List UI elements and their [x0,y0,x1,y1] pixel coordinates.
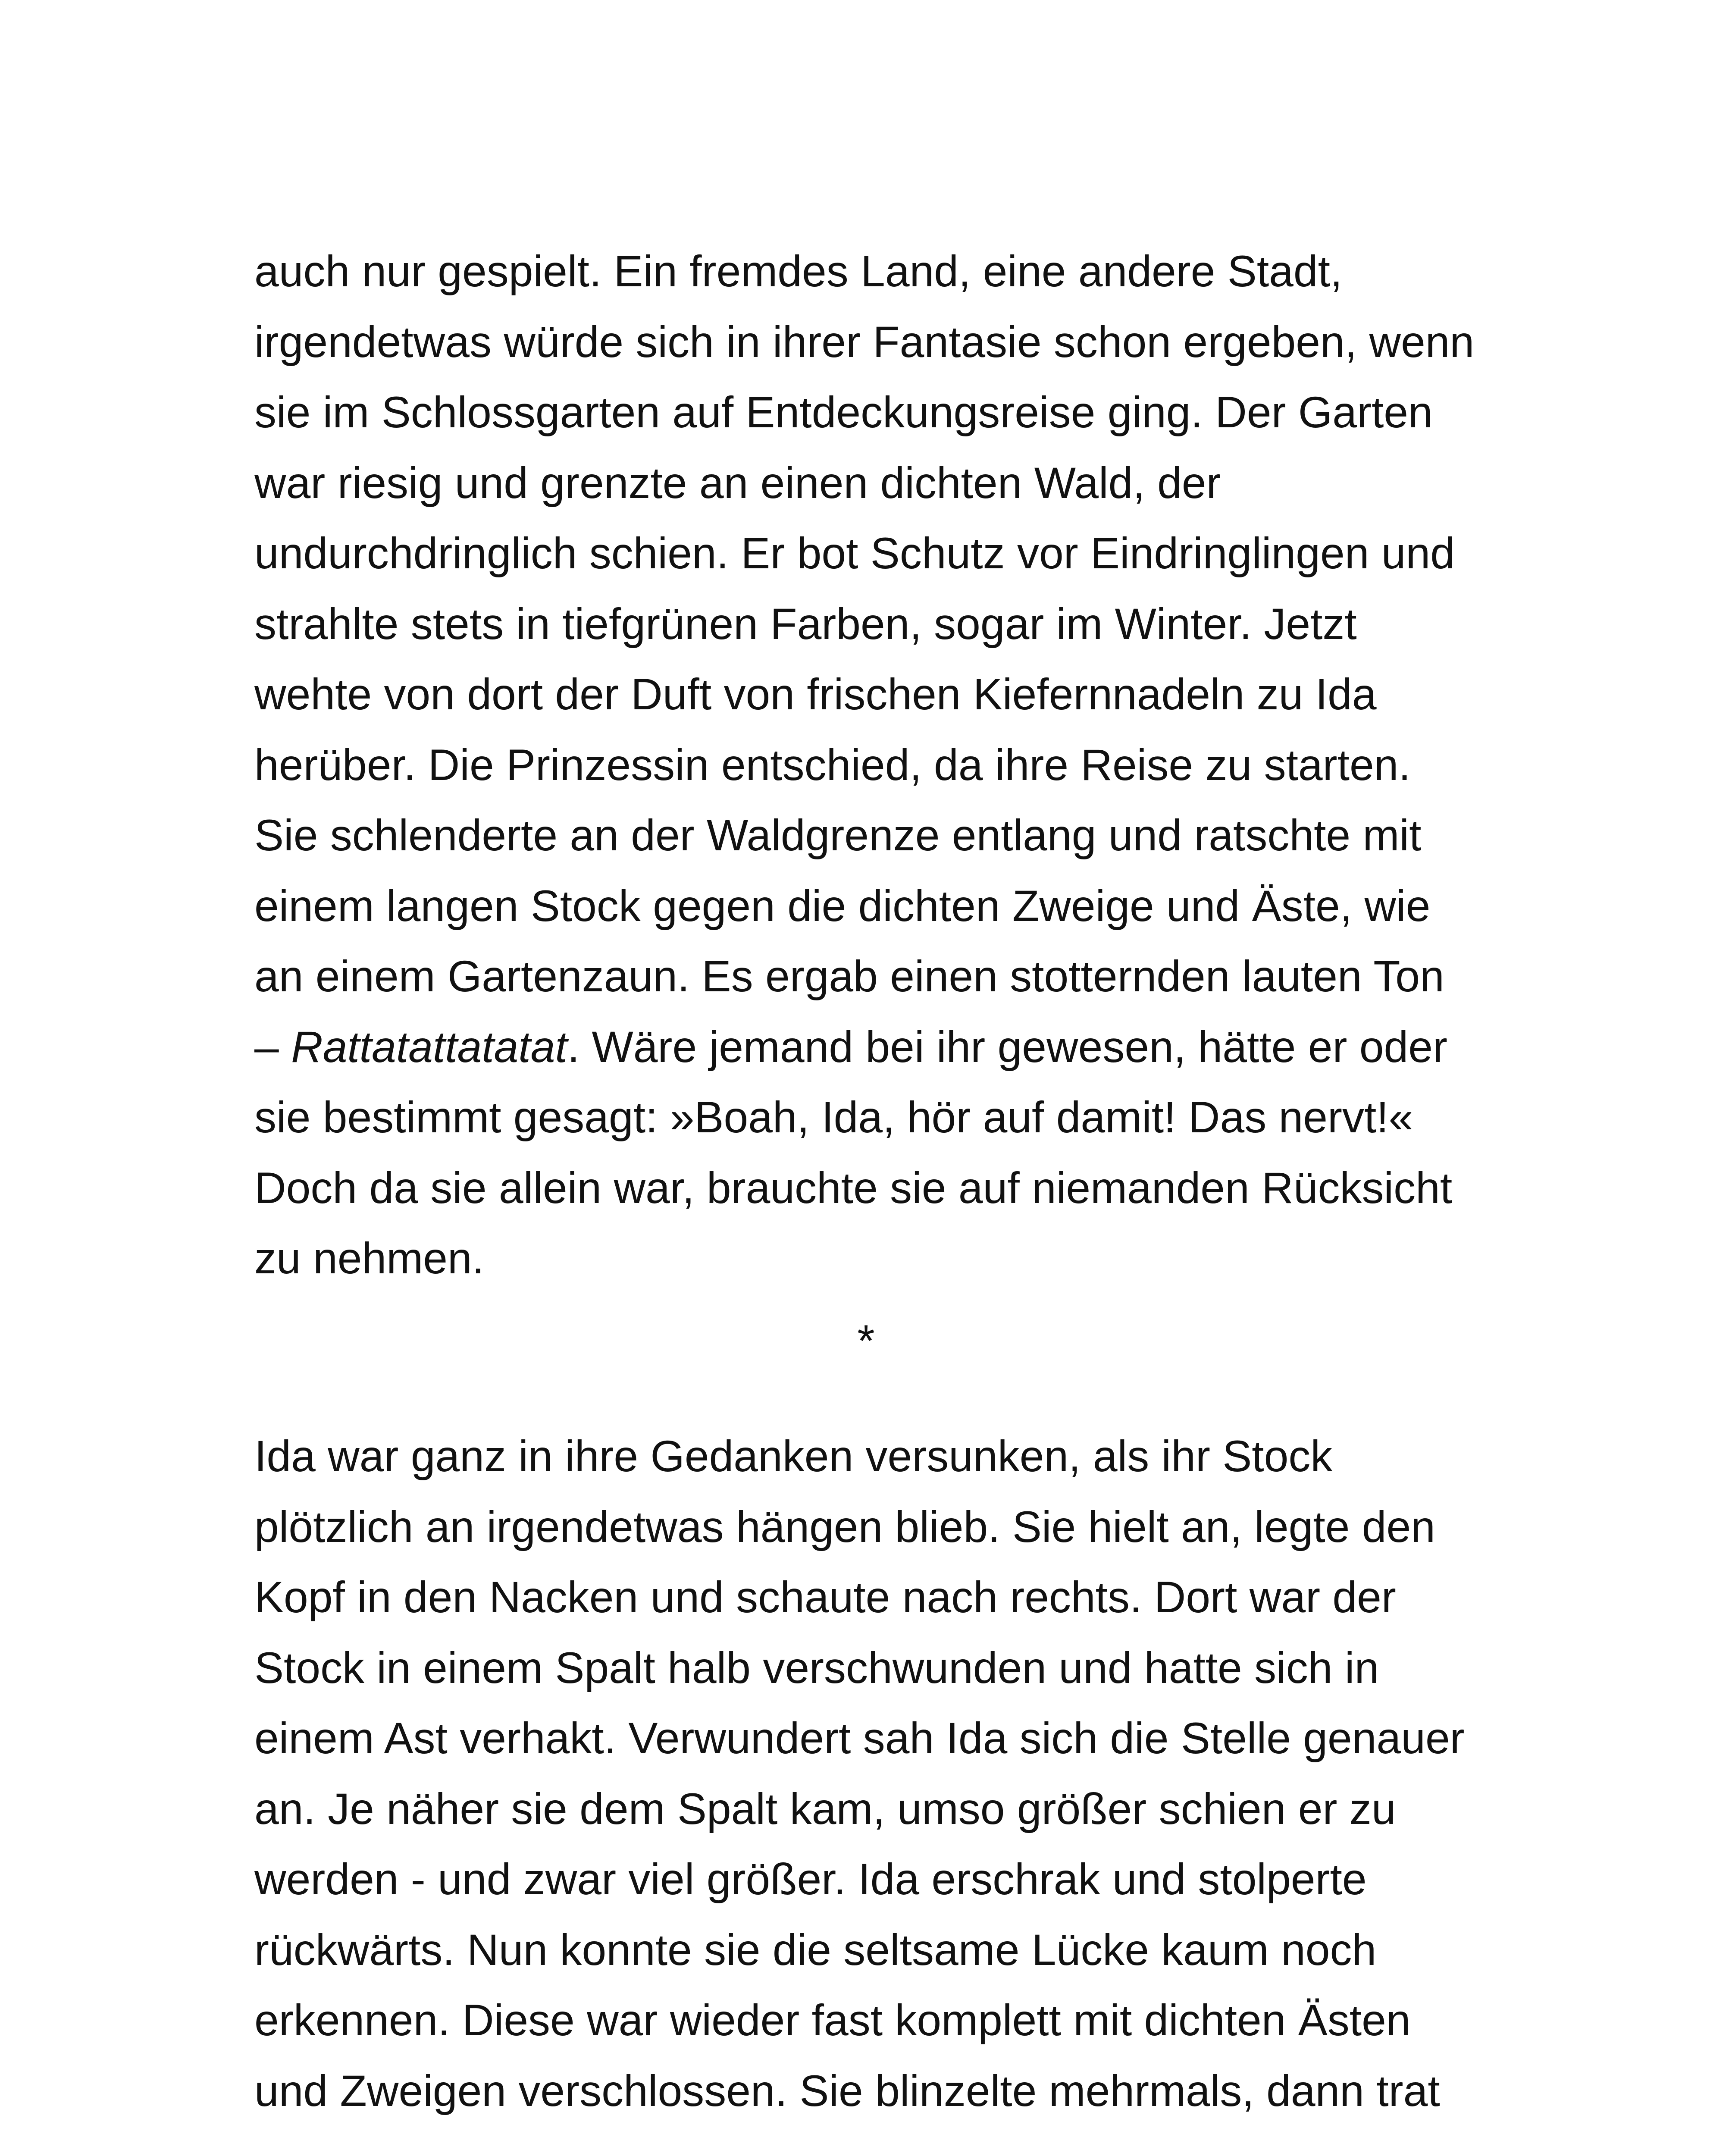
text-line: einem langen Stock gegen die dichten Zweige und Äste, wie [254,881,1431,931]
text-line: an. Je näher sie dem Spalt kam, umso größer schien er zu [254,1784,1396,1833]
text-line-prefix: – [254,1022,291,1072]
text-line: werden - und zwar viel größer. Ida erschrak und stolperte [254,1855,1367,1904]
text-line: Ida war ganz in ihre Gedanken versunken, als ihr Stock [254,1432,1333,1481]
text-line: undurchdringlich schien. Er bot Schutz vor Eindringlingen und [254,529,1455,578]
text-line: herüber. Die Prinzessin entschied, da ihre Reise zu starten. [254,740,1411,790]
text-line: sie bestimmt gesagt: »Boah, Ida, hör auf damit! Das nervt!« [254,1093,1413,1142]
text-line: irgendetwas würde sich in ihrer Fantasie schon ergeben, wenn [254,317,1475,367]
text-line: sie im Schlossgarten auf Entdeckungsreise ging. Der Garten [254,388,1433,437]
text-line: Doch da sie allein war, brauchte sie auf niemanden Rücksicht [254,1163,1453,1213]
paragraph-2 [254,1421,1574,2126]
text-line: Stock in einem Spalt halb verschwunden und hatte sich in [254,1643,1379,1692]
text-line: und Zweigen verschlossen. Sie blinzelte mehrmals, dann trat [254,2066,1440,2115]
text-line: auch nur gespielt. Ein fremdes Land, eine andere Stadt, [254,247,1343,296]
text-line: Kopf in den Nacken und schaute nach rechts. Dort war der [254,1573,1396,1622]
text-line: plötzlich an irgendetwas hängen blieb. Sie hielt an, legte den [254,1502,1435,1551]
text-line: rückwärts. Nun konnte sie die seltsame Lücke kaum noch [254,1925,1377,1974]
text-line: war riesig und grenzte an einen dichten Wald, der [254,458,1221,508]
text-line: strahlte stets in tiefgrünen Farben, sogar im Winter. Jetzt [254,599,1357,649]
text-line: Sie schlenderte an der Waldgrenze entlang und ratschte mit [254,811,1422,860]
text-line-suffix: . Wäre jemand bei ihr gewesen, hätte er oder [567,1022,1447,1072]
text-line [254,1012,1574,1083]
onomatopoeia-italic: Rattatattatatat [291,1022,567,1072]
text-line: einem Ast verhakt. Verwundert sah Ida sich die Stelle genauer [254,1714,1465,1763]
text-line: wehte von dort der Duft von frischen Kiefernnadeln zu Ida [254,670,1377,719]
section-separator: * [857,1316,875,1366]
text-line: zu nehmen. [254,1234,485,1283]
text-line: erkennen. Diese war wieder fast komplett mit dichten Ästen [254,1996,1411,2045]
paragraph-1 [254,236,1574,1294]
text-line: an einem Gartenzaun. Es ergab einen stotternden lauten Ton [254,952,1444,1001]
